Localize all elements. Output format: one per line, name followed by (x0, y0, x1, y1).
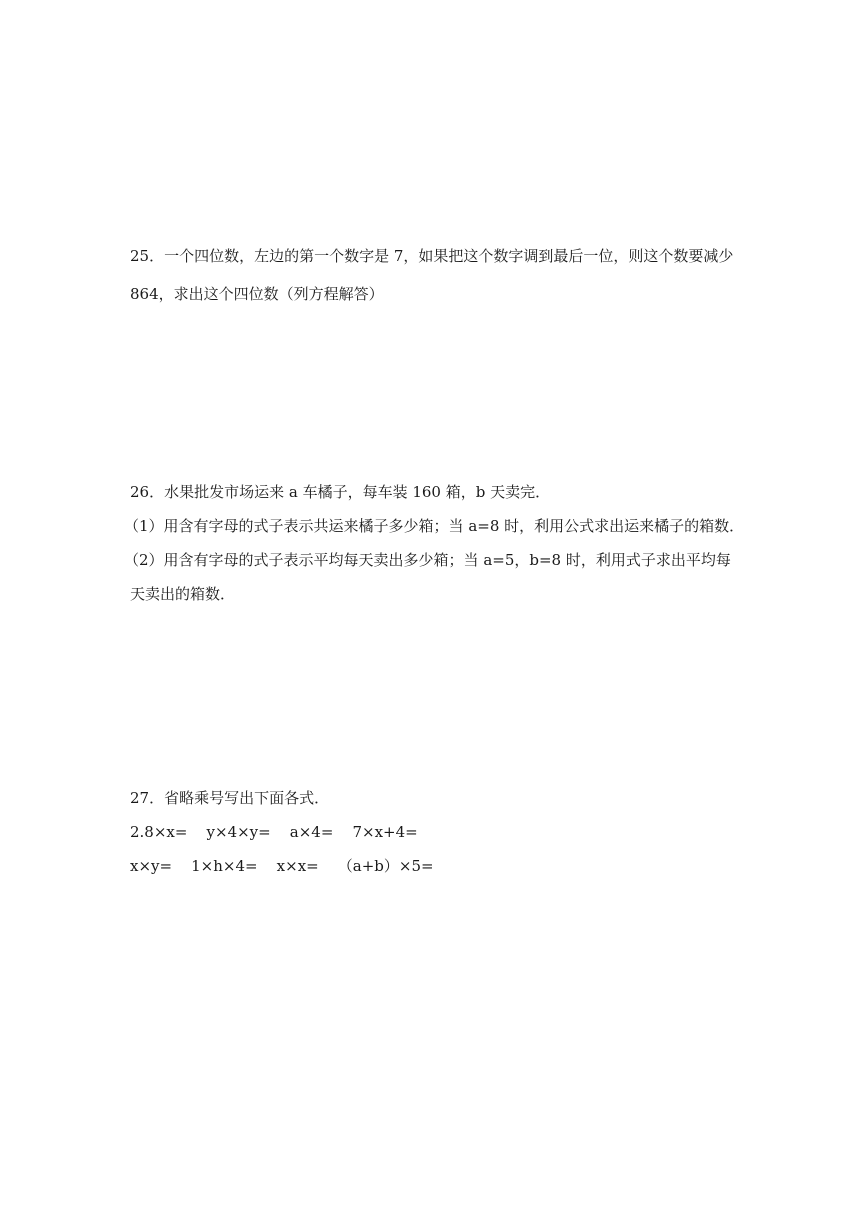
q26-part-2-line-2: 天卖出的箱数． (130, 585, 236, 603)
q27-line-1: 27．省略乘号写出下面各式． (130, 789, 330, 807)
q26-part-2-line-1: （2）用含有字母的式子表示平均每天卖出多少箱；当 a=5，b=8 时，利用式子求出平均每 (124, 551, 731, 569)
q27-expressions-row-1: 2.8×x= y×4×y= a×4= 7×x+4= (130, 823, 418, 841)
q27-expressions-row-2: x×y= 1×h×4= x×x= （a+b）×5= (130, 857, 434, 875)
q25-line-2: 864，求出这个四位数（列方程解答） (130, 285, 384, 303)
q26-part-1: （1）用含有字母的式子表示共运来橘子多少箱；当 a=8 时，利用公式求出运来橘子的箱数． (124, 517, 745, 535)
q25-line-1: 25．一个四位数，左边的第一个数字是 7，如果把这个数字调到最后一位，则这个数要减少 (130, 247, 734, 265)
q26-line-1: 26．水果批发市场运来 a 车橘子，每车装 160 箱，b 天卖完． (130, 483, 551, 501)
